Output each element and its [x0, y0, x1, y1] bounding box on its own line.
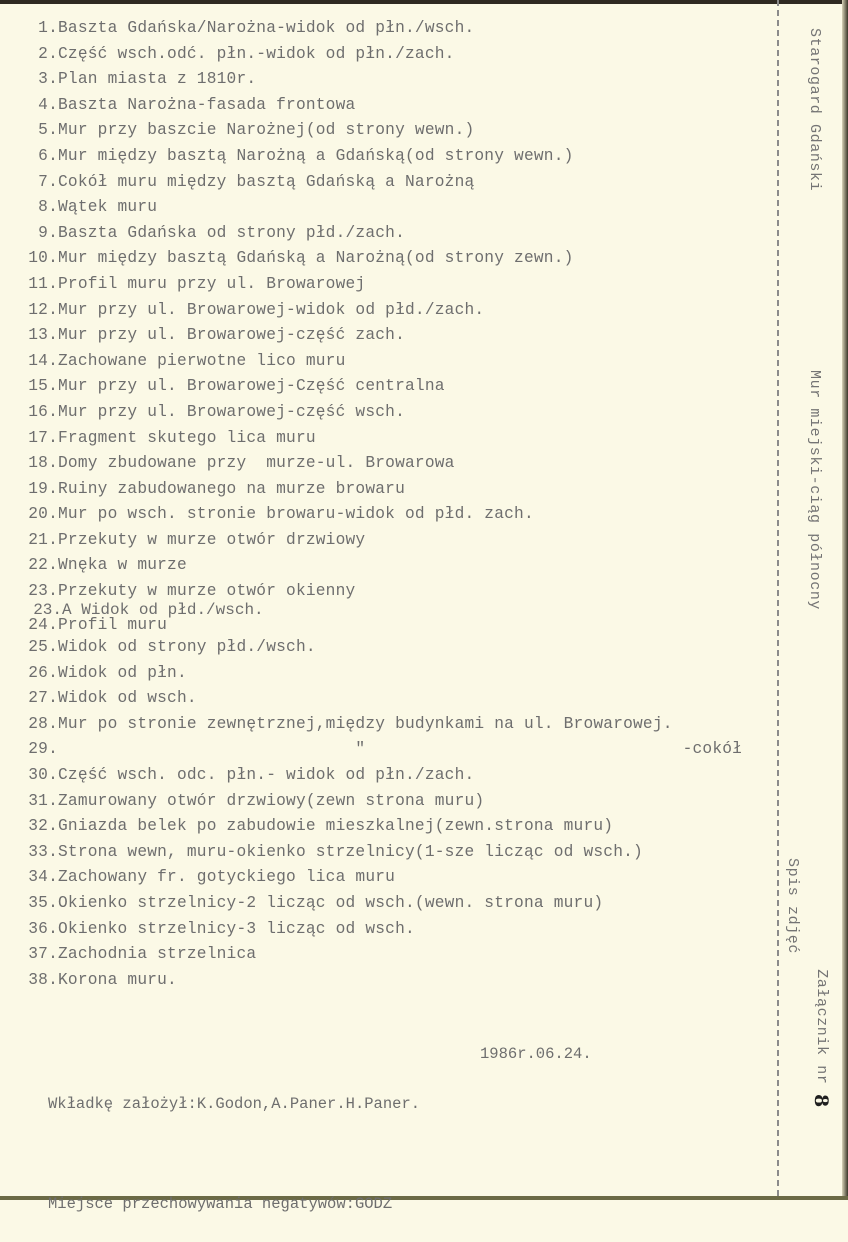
list-item	[18, 451, 742, 477]
footer	[48, 1042, 592, 1242]
item-text: Strona wewn, muru-okienko strzelnicy(1-sze licząc od wsch.)	[58, 842, 643, 861]
item-number: 28.	[28, 714, 58, 733]
list-item	[18, 118, 742, 144]
item-number: 38.	[28, 970, 58, 989]
item-number: 24.	[28, 616, 58, 635]
item-number: 32.	[28, 817, 58, 836]
item-number: 19.	[28, 479, 58, 498]
list-item	[18, 67, 742, 93]
list-item	[18, 195, 742, 221]
list-item	[18, 426, 742, 452]
item-text: Mur między basztą Gdańską a Narożną(od strony zewn.)	[58, 249, 574, 268]
item-text: Profil muru	[58, 616, 168, 635]
side-label-annex	[810, 950, 848, 1108]
list-item	[18, 917, 742, 943]
annex-label: Załącznik nr	[813, 969, 830, 1085]
item-number: 29.	[28, 740, 58, 759]
item-number: 30.	[28, 766, 58, 785]
item-number: 26.	[28, 663, 58, 682]
side-label-location: Starogard Gdański	[806, 28, 823, 192]
item-text: Plan miasta z 1810r.	[58, 70, 257, 89]
list-item	[18, 942, 742, 968]
item-number: 11.	[28, 274, 58, 293]
list-item	[18, 323, 742, 349]
item-number: 3.	[38, 70, 58, 89]
item-text: Widok od płn.	[58, 663, 187, 682]
list-item	[18, 661, 742, 687]
list-item	[18, 170, 742, 196]
item-text: Domy zbudowane przy murze-ul. Browarowa	[58, 454, 455, 473]
item-text: Mur przy ul. Browarowej-część wsch.	[58, 402, 405, 421]
list-item	[18, 16, 742, 42]
item-text: Baszta Gdańska od strony płd./zach.	[58, 223, 405, 242]
item-text: Okienko strzelnicy-2 licząc od wsch.(wewn. strona muru)	[58, 894, 604, 912]
list-item	[18, 737, 742, 763]
item-number: 9.	[38, 223, 58, 242]
item-text: Zachowane pierwotne lico muru	[58, 351, 346, 370]
list-item	[18, 686, 742, 712]
list-item	[18, 865, 742, 891]
item-number: 10.	[28, 249, 58, 268]
item-number: 35.	[28, 894, 58, 912]
list-item	[18, 789, 742, 815]
list-item	[18, 528, 742, 554]
list-item	[18, 891, 742, 917]
item-number: 23.A	[33, 601, 72, 619]
item-number: 22.	[28, 556, 58, 575]
item-text: Baszta Gdańska/Narożna-widok od płn./wsch.	[58, 19, 475, 37]
item-text: Profil muru przy ul. Browarowej	[58, 274, 366, 293]
list-item	[18, 42, 742, 68]
list-item	[18, 93, 742, 119]
item-number: 23.	[28, 582, 58, 601]
item-text: Mur przy ul. Browarowej-widok od płd./zach.	[58, 300, 485, 319]
item-text: Część wsch.odć. płn.-widok od płn./zach.	[58, 44, 455, 63]
list-item	[18, 272, 742, 298]
item-number: 33.	[28, 842, 58, 861]
compiled-by: Wkładkę założył:K.Godon,A.Paner.H.Paner.	[48, 1095, 421, 1113]
list-item	[18, 221, 742, 247]
item-text: Zachowany fr. gotyckiego lica muru	[58, 868, 396, 887]
list-item	[18, 763, 742, 789]
list-item	[18, 144, 742, 170]
list-item	[18, 477, 742, 503]
list-item	[18, 298, 742, 324]
item-text: Mur po stronie zewnętrznej,między budynkami na ul. Browarowej.	[58, 714, 673, 733]
list-item	[18, 553, 742, 579]
item-number: 1.	[38, 19, 58, 37]
item-number: 21.	[28, 530, 58, 549]
list-item	[18, 712, 742, 738]
item-number: 4.	[38, 95, 58, 114]
item-text: Baszta Narożna-fasada frontowa	[58, 95, 356, 114]
inserted-list-item-23a	[14, 583, 264, 619]
page-top-edge	[0, 0, 848, 4]
list-item	[18, 635, 742, 661]
list-item	[18, 246, 742, 272]
item-text: Cokół muru między basztą Gdańską a Narożną	[58, 172, 475, 191]
list-item	[18, 814, 742, 840]
item-text: Widok od strony płd./wsch.	[58, 638, 316, 657]
item-number: 17.	[28, 428, 58, 447]
negatives-location: Miejsce przechowywania negatywów:GODZ	[48, 1195, 393, 1213]
list-item	[18, 840, 742, 866]
item-text: Mur przy baszcie Narożnej(od strony wewn.)	[58, 121, 475, 140]
annex-number: 8	[810, 1094, 832, 1108]
dashed-fold-line	[777, 0, 779, 1200]
item-text: Mur między basztą Narożną a Gdańską(od strony wewn.)	[58, 146, 574, 165]
item-text: Przekuty w murze otwór drzwiowy	[58, 530, 366, 549]
item-number: 5.	[38, 121, 58, 140]
compile-date: 1986r.06.24.	[480, 1045, 592, 1063]
item-text: Wnęka w murze	[58, 556, 187, 575]
item-number: 25.	[28, 638, 58, 657]
item-number: 34.	[28, 868, 58, 887]
item-text: Zamurowany otwór drzwiowy(zewn strona muru)	[58, 791, 485, 810]
item-text: Gniazda belek po zabudowie mieszkalnej(zewn.strona muru)	[58, 817, 614, 836]
item-text: Wątek muru	[58, 198, 158, 217]
item-number: 2.	[38, 44, 58, 63]
item-text: Mur przy ul. Browarowej-część zach.	[58, 326, 405, 345]
item-number: 16.	[28, 402, 58, 421]
list-item	[18, 502, 742, 528]
item-number: 14.	[28, 351, 58, 370]
item-number: 36.	[28, 919, 58, 938]
item-number: 37.	[28, 945, 58, 964]
item-number: 31.	[28, 791, 58, 810]
item-text: " -cokół	[58, 740, 743, 759]
item-number: 13.	[28, 326, 58, 345]
item-text: Widok od wsch.	[58, 689, 197, 708]
item-text: Mur przy ul. Browarowej-Część centralna	[58, 377, 445, 396]
side-label-section: Spis zdjęć	[784, 858, 801, 955]
item-number: 18.	[28, 454, 58, 473]
item-number: 6.	[38, 146, 58, 165]
list-item	[18, 374, 742, 400]
item-text: Zachodnia strzelnica	[58, 945, 257, 964]
photo-list	[18, 16, 742, 993]
item-text: Korona muru.	[58, 970, 177, 989]
item-number: 12.	[28, 300, 58, 319]
item-text: Przekuty w murze otwór okienny	[58, 582, 356, 601]
item-text: Ruiny zabudowanego na murze browaru	[58, 479, 405, 498]
item-text: Mur po wsch. stronie browaru-widok od płd. zach.	[58, 505, 534, 524]
item-text: Okienko strzelnicy-3 licząc od wsch.	[58, 919, 415, 938]
item-number: 8.	[38, 198, 58, 217]
side-label-subject: Mur miejski-ciąg północny	[806, 370, 823, 611]
item-text: Część wsch. odc. płn.- widok od płn./zach.	[58, 766, 475, 785]
list-item	[18, 400, 742, 426]
list-item	[18, 349, 742, 375]
item-number: 27.	[28, 689, 58, 708]
item-number: 20.	[28, 505, 58, 524]
list-item	[18, 968, 742, 994]
item-text: Fragment skutego lica muru	[58, 428, 316, 447]
item-number: 15.	[28, 377, 58, 396]
item-number: 7.	[38, 172, 58, 191]
item-text: Widok od płd./wsch.	[81, 601, 264, 619]
